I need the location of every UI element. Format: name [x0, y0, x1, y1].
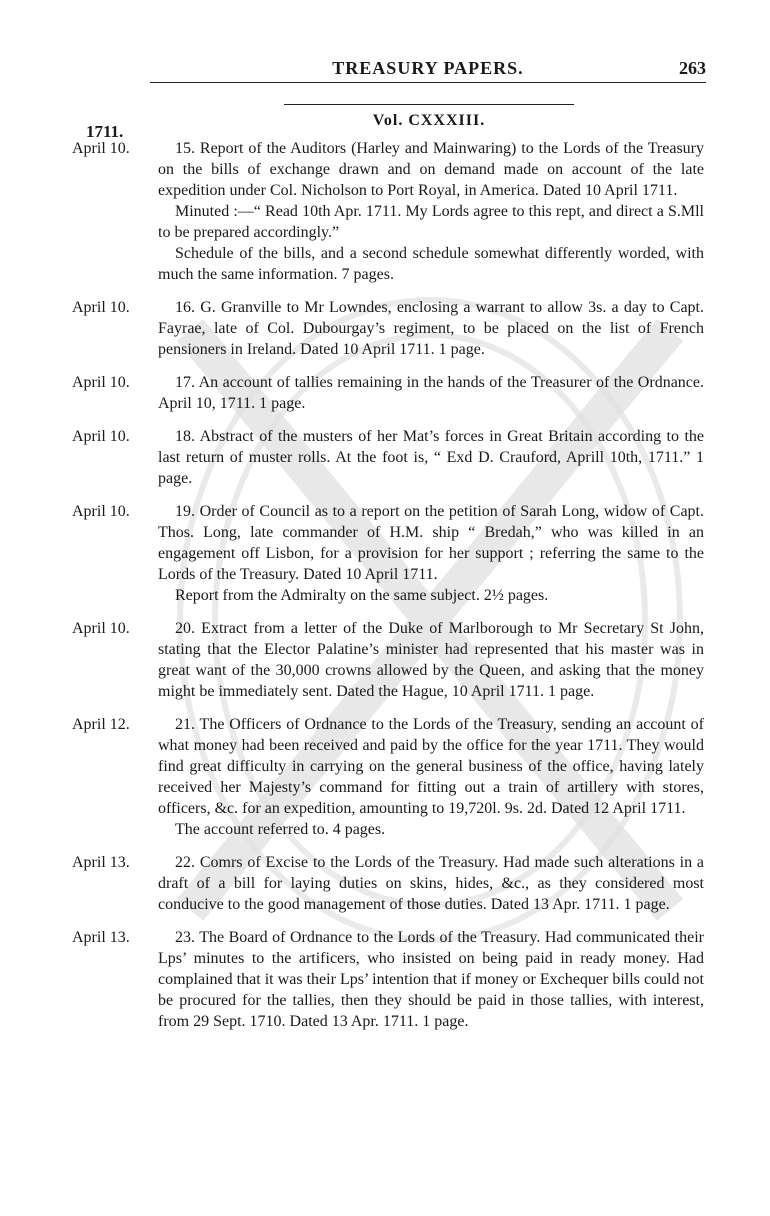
entry-20: [0, 618, 770, 702]
entry-body: [158, 426, 704, 489]
entry-note: The account referred to. 4 pages.: [175, 821, 386, 838]
entry-body: [158, 501, 704, 606]
entry-22: [0, 852, 770, 915]
entry-minute: Minuted :—“ Read 10th Apr. 1711. My Lords agree to this rept, and direct a S.Mll to be prepared accordingly.”: [158, 203, 704, 241]
entry-text: 23. The Board of Ordnance to the Lords of the Treasury. Had communicated their Lps’ minutes to the artificers, who insisted on being paid in ready money. Had complained that it was their Lps’ intention that if money or Exchequer bills could not be procured for the tallies, then they should be paid in those tallies, with interest, from 29 Sept. 1710. Dated 13 Apr. 1711. 1 page.: [158, 929, 704, 1030]
entry-body: [158, 138, 704, 285]
page-number: 263: [679, 58, 706, 78]
entry-body: [158, 297, 704, 360]
year-heading: 1711.: [86, 122, 124, 141]
entry-body: [158, 852, 704, 915]
entry-text: 22. Comrs of Excise to the Lords of the Treasury. Had made such alterations in a draft of a bill for laying duties on skins, hides, &c., as they considered most conducive to the good management of those duties. Dated 13 Apr. 1711. 1 page.: [158, 854, 704, 913]
entry-body: [158, 372, 704, 414]
entry-19: [0, 501, 770, 606]
entry-date: April 10.: [72, 140, 130, 157]
entry-18: [0, 426, 770, 489]
entry-date: April 10.: [72, 503, 130, 520]
entry-date: April 13.: [72, 929, 130, 946]
entry-date: April 10.: [72, 620, 130, 637]
volume-heading: Vol. CXXXIII.: [284, 104, 574, 130]
entry-body: [158, 618, 704, 702]
entry-date: April 10.: [72, 299, 130, 316]
running-header: [150, 58, 706, 83]
entry-21: [0, 714, 770, 840]
entries-list: [0, 138, 770, 1044]
entry-15: [0, 138, 770, 285]
entry-text: 21. The Officers of Ordnance to the Lords of the Treasury, sending an account of what money had been received and paid by the office for the year 1711. They would find great difficulty in carrying on the general business of the office, having lately received her Majesty’s command for fitting out a train of artillery with stores, officers, &c. for an expedition, amounting to 19,720l. 9s. 2d. Dated 12 April 1711.: [158, 716, 704, 817]
entry-note: Schedule of the bills, and a second schedule somewhat differently worded, with much the same information. 7 pages.: [158, 245, 704, 283]
entry-16: [0, 297, 770, 360]
entry-17: [0, 372, 770, 414]
entry-body: [158, 927, 704, 1032]
entry-text: 20. Extract from a letter of the Duke of Marlborough to Mr Secretary St John, stating that the Elector Palatine’s minister had represented that his master was in great want of the 30,000 crowns allowed by the Queen, and asking that the money might be immediately sent. Dated the Hague, 10 April 1711. 1 page.: [158, 620, 704, 700]
entry-text: 19. Order of Council as to a report on the petition of Sarah Long, widow of Capt. Thos. Long, late commander of H.M. ship “ Bredah,” who was killed in an engagement off Lisbon, for a provision for her support ; referring the same to the Lords of the Treasury. Dated 10 April 1711.: [158, 503, 704, 583]
running-title: TREASURY PAPERS.: [332, 58, 524, 78]
entry-text: 16. G. Granville to Mr Lowndes, enclosing a warrant to allow 3s. a day to Capt. Fayrae, late of Col. Dubourgay’s regiment, to be placed on the list of French pensioners in Ireland. Dated 10 April 1711. 1 page.: [158, 299, 704, 358]
entry-23: [0, 927, 770, 1032]
entry-date: April 10.: [72, 374, 130, 391]
entry-body: [158, 714, 704, 840]
entry-date: April 12.: [72, 716, 130, 733]
entry-text: 15. Report of the Auditors (Harley and Mainwaring) to the Lords of the Treasury on the bills of exchange drawn and on demand made on account of the late expedition under Col. Nicholson to Port Royal, in America. Dated 10 April 1711.: [158, 140, 704, 199]
entry-note: Report from the Admiralty on the same subject. 2½ pages.: [175, 587, 549, 604]
entry-text: 17. An account of tallies remaining in the hands of the Treasurer of the Ordnance. April 10, 1711. 1 page.: [158, 374, 704, 412]
entry-date: April 10.: [72, 428, 130, 445]
entry-date: April 13.: [72, 854, 130, 871]
entry-text: 18. Abstract of the musters of her Mat’s forces in Great Britain according to the last return of muster rolls. At the foot is, “ Exd D. Crauford, Aprill 10th, 1711.” 1 page.: [158, 428, 704, 487]
